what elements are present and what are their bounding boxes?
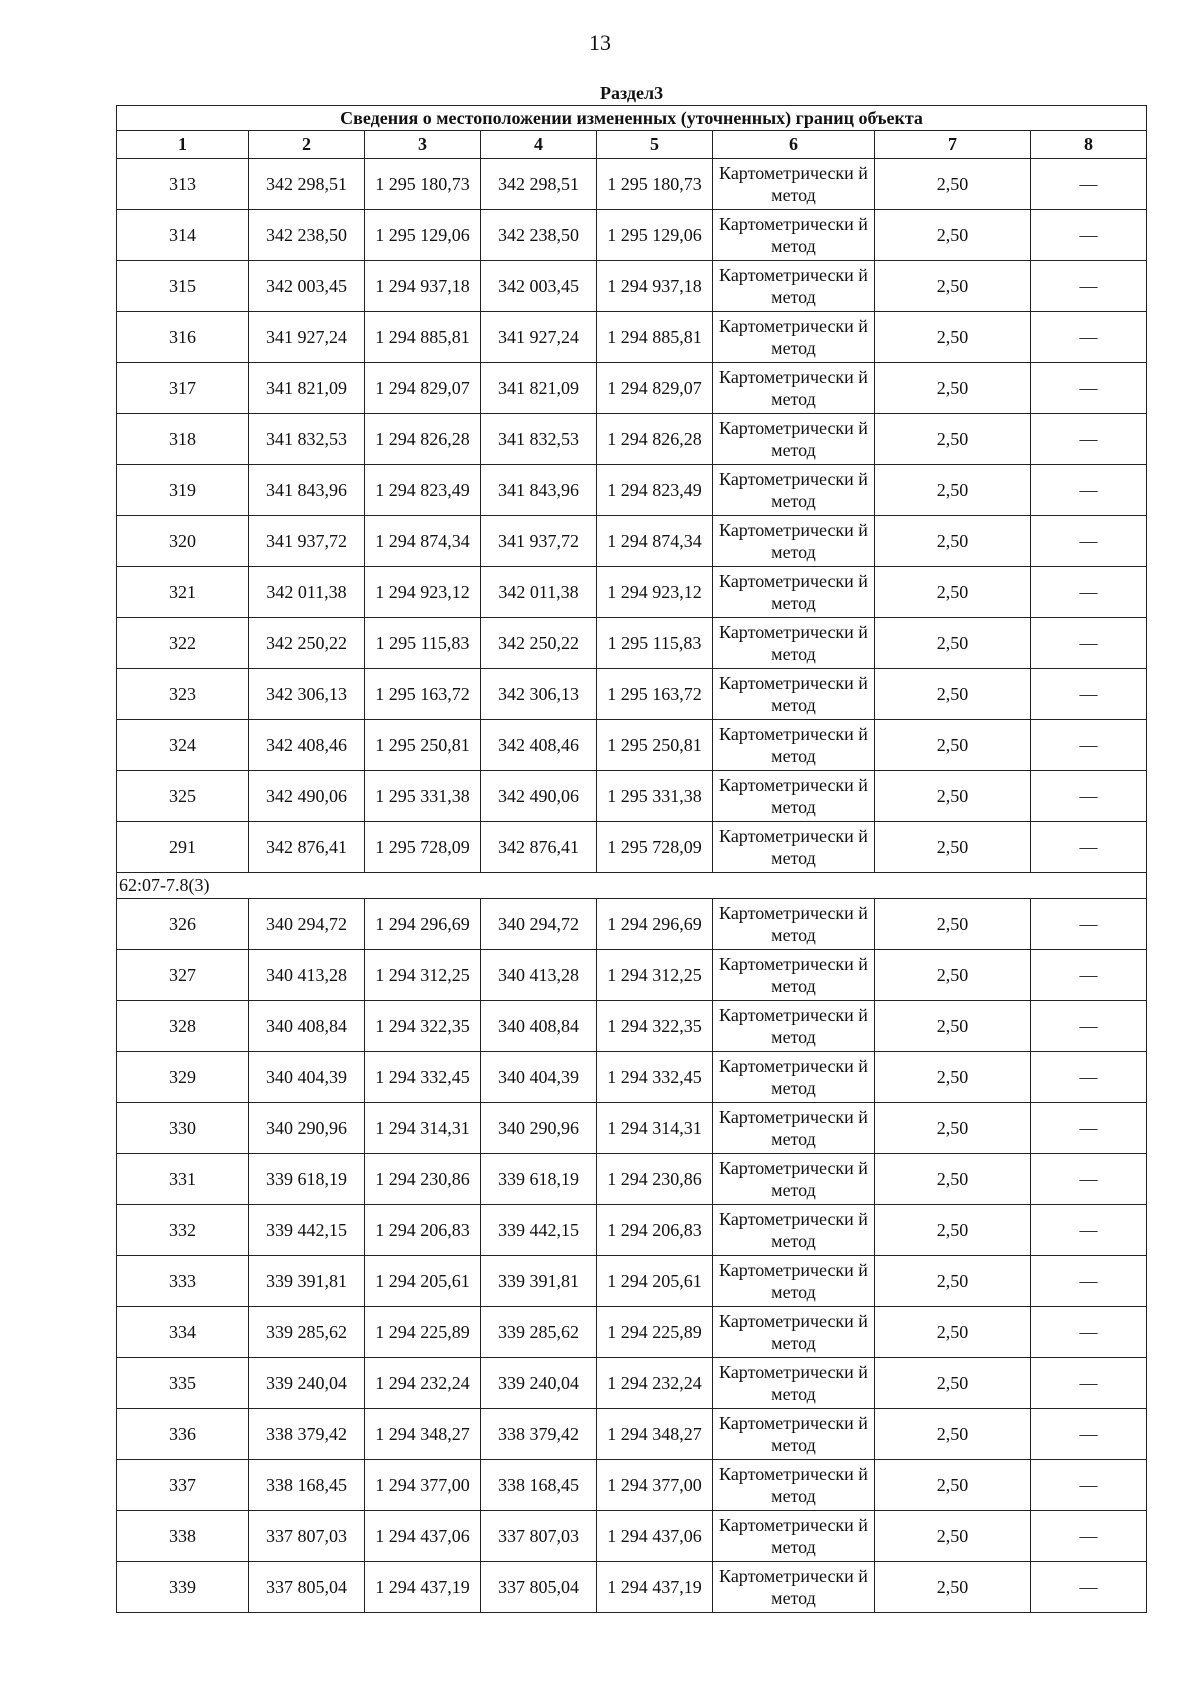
table-row xyxy=(117,312,1147,363)
method-cell: Картометрически й метод xyxy=(713,720,875,771)
accuracy-cell: 2,50 xyxy=(875,618,1031,669)
x-existing-cell: 339 285,62 xyxy=(249,1307,365,1358)
method-cell: Картометрически й метод xyxy=(713,261,875,312)
table-row xyxy=(117,720,1147,771)
x-refined-cell: 342 306,13 xyxy=(481,669,597,720)
x-refined-cell: 342 408,46 xyxy=(481,720,597,771)
x-refined-cell: 341 821,09 xyxy=(481,363,597,414)
point-number-cell: 326 xyxy=(117,899,249,950)
method-cell: Картометрически й метод xyxy=(713,1307,875,1358)
y-refined-cell: 1 294 296,69 xyxy=(597,899,713,950)
method-cell: Картометрически й метод xyxy=(713,1205,875,1256)
x-existing-cell: 340 408,84 xyxy=(249,1001,365,1052)
accuracy-cell: 2,50 xyxy=(875,1154,1031,1205)
description-cell: — xyxy=(1031,1001,1147,1052)
accuracy-cell: 2,50 xyxy=(875,363,1031,414)
x-existing-cell: 341 927,24 xyxy=(249,312,365,363)
method-cell: Картометрически й метод xyxy=(713,465,875,516)
x-refined-cell: 339 391,81 xyxy=(481,1256,597,1307)
point-number-cell: 332 xyxy=(117,1205,249,1256)
x-refined-cell: 340 413,28 xyxy=(481,950,597,1001)
accuracy-cell: 2,50 xyxy=(875,950,1031,1001)
y-refined-cell: 1 295 163,72 xyxy=(597,669,713,720)
description-cell: — xyxy=(1031,1511,1147,1562)
table-row xyxy=(117,261,1147,312)
description-cell: — xyxy=(1031,210,1147,261)
accuracy-cell: 2,50 xyxy=(875,567,1031,618)
method-cell: Картометрически й метод xyxy=(713,1460,875,1511)
method-cell: Картометрически й метод xyxy=(713,1001,875,1052)
y-existing-cell: 1 294 437,06 xyxy=(365,1511,481,1562)
y-refined-cell: 1 294 314,31 xyxy=(597,1103,713,1154)
point-number-cell: 336 xyxy=(117,1409,249,1460)
point-number-cell: 322 xyxy=(117,618,249,669)
description-cell: — xyxy=(1031,1154,1147,1205)
description-cell: — xyxy=(1031,1307,1147,1358)
method-cell: Картометрически й метод xyxy=(713,1052,875,1103)
x-refined-cell: 340 408,84 xyxy=(481,1001,597,1052)
y-refined-cell: 1 295 250,81 xyxy=(597,720,713,771)
table-row xyxy=(117,822,1147,873)
table-row xyxy=(117,1205,1147,1256)
method-cell: Картометрически й метод xyxy=(713,567,875,618)
method-cell: Картометрически й метод xyxy=(713,822,875,873)
x-existing-cell: 342 011,38 xyxy=(249,567,365,618)
y-refined-cell: 1 294 206,83 xyxy=(597,1205,713,1256)
method-cell: Картометрически й метод xyxy=(713,516,875,567)
x-existing-cell: 342 250,22 xyxy=(249,618,365,669)
description-cell: — xyxy=(1031,1256,1147,1307)
y-existing-cell: 1 294 322,35 xyxy=(365,1001,481,1052)
y-existing-cell: 1 294 377,00 xyxy=(365,1460,481,1511)
point-number-cell: 328 xyxy=(117,1001,249,1052)
y-existing-cell: 1 294 332,45 xyxy=(365,1052,481,1103)
accuracy-cell: 2,50 xyxy=(875,1460,1031,1511)
point-number-cell: 323 xyxy=(117,669,249,720)
method-cell: Картометрически й метод xyxy=(713,771,875,822)
y-existing-cell: 1 294 225,89 xyxy=(365,1307,481,1358)
accuracy-cell: 2,50 xyxy=(875,1256,1031,1307)
x-refined-cell: 339 285,62 xyxy=(481,1307,597,1358)
point-number-cell: 320 xyxy=(117,516,249,567)
table-row xyxy=(117,771,1147,822)
x-existing-cell: 342 408,46 xyxy=(249,720,365,771)
column-number: 5 xyxy=(597,131,713,159)
accuracy-cell: 2,50 xyxy=(875,1205,1031,1256)
point-number-cell: 324 xyxy=(117,720,249,771)
x-existing-cell: 341 937,72 xyxy=(249,516,365,567)
point-number-cell: 327 xyxy=(117,950,249,1001)
description-cell: — xyxy=(1031,950,1147,1001)
y-refined-cell: 1 294 437,19 xyxy=(597,1562,713,1613)
x-refined-cell: 342 003,45 xyxy=(481,261,597,312)
point-number-cell: 291 xyxy=(117,822,249,873)
method-cell: Картометрически й метод xyxy=(713,618,875,669)
table-row xyxy=(117,618,1147,669)
accuracy-cell: 2,50 xyxy=(875,159,1031,210)
method-cell: Картометрически й метод xyxy=(713,899,875,950)
y-existing-cell: 1 295 180,73 xyxy=(365,159,481,210)
x-existing-cell: 341 843,96 xyxy=(249,465,365,516)
accuracy-cell: 2,50 xyxy=(875,1409,1031,1460)
method-cell: Картометрически й метод xyxy=(713,1562,875,1613)
x-existing-cell: 340 404,39 xyxy=(249,1052,365,1103)
description-cell: — xyxy=(1031,1562,1147,1613)
table-row xyxy=(117,516,1147,567)
accuracy-cell: 2,50 xyxy=(875,720,1031,771)
y-refined-cell: 1 294 885,81 xyxy=(597,312,713,363)
y-refined-cell: 1 295 129,06 xyxy=(597,210,713,261)
column-number: 1 xyxy=(117,131,249,159)
y-refined-cell: 1 294 322,35 xyxy=(597,1001,713,1052)
group-label: 62:07-7.8(3) xyxy=(117,873,1147,899)
boundary-coordinates-table xyxy=(116,80,1147,1613)
point-number-cell: 316 xyxy=(117,312,249,363)
method-cell: Картометрически й метод xyxy=(713,950,875,1001)
y-refined-cell: 1 295 728,09 xyxy=(597,822,713,873)
y-existing-cell: 1 294 314,31 xyxy=(365,1103,481,1154)
point-number-cell: 330 xyxy=(117,1103,249,1154)
method-cell: Картометрически й метод xyxy=(713,159,875,210)
description-cell: — xyxy=(1031,822,1147,873)
x-refined-cell: 342 298,51 xyxy=(481,159,597,210)
accuracy-cell: 2,50 xyxy=(875,1358,1031,1409)
y-existing-cell: 1 294 937,18 xyxy=(365,261,481,312)
method-cell: Картометрически й метод xyxy=(713,1409,875,1460)
accuracy-cell: 2,50 xyxy=(875,822,1031,873)
accuracy-cell: 2,50 xyxy=(875,899,1031,950)
y-refined-cell: 1 294 437,06 xyxy=(597,1511,713,1562)
x-refined-cell: 339 618,19 xyxy=(481,1154,597,1205)
x-existing-cell: 338 379,42 xyxy=(249,1409,365,1460)
y-existing-cell: 1 294 826,28 xyxy=(365,414,481,465)
section-title: Раздел3 xyxy=(600,82,664,103)
table-row xyxy=(117,1256,1147,1307)
y-refined-cell: 1 294 829,07 xyxy=(597,363,713,414)
x-existing-cell: 340 294,72 xyxy=(249,899,365,950)
y-refined-cell: 1 294 348,27 xyxy=(597,1409,713,1460)
y-existing-cell: 1 294 874,34 xyxy=(365,516,481,567)
description-cell: — xyxy=(1031,261,1147,312)
table-row xyxy=(117,210,1147,261)
description-cell: — xyxy=(1031,771,1147,822)
description-cell: — xyxy=(1031,414,1147,465)
description-cell: — xyxy=(1031,363,1147,414)
y-existing-cell: 1 295 129,06 xyxy=(365,210,481,261)
y-existing-cell: 1 295 250,81 xyxy=(365,720,481,771)
x-existing-cell: 339 618,19 xyxy=(249,1154,365,1205)
column-number-row xyxy=(117,131,1147,159)
column-number: 8 xyxy=(1031,131,1147,159)
y-refined-cell: 1 294 205,61 xyxy=(597,1256,713,1307)
column-number: 3 xyxy=(365,131,481,159)
y-refined-cell: 1 294 937,18 xyxy=(597,261,713,312)
description-cell: — xyxy=(1031,1409,1147,1460)
description-cell: — xyxy=(1031,516,1147,567)
point-number-cell: 337 xyxy=(117,1460,249,1511)
x-existing-cell: 342 876,41 xyxy=(249,822,365,873)
x-existing-cell: 342 298,51 xyxy=(249,159,365,210)
y-refined-cell: 1 295 115,83 xyxy=(597,618,713,669)
x-existing-cell: 340 290,96 xyxy=(249,1103,365,1154)
point-number-cell: 313 xyxy=(117,159,249,210)
y-existing-cell: 1 294 829,07 xyxy=(365,363,481,414)
x-existing-cell: 342 238,50 xyxy=(249,210,365,261)
x-refined-cell: 341 937,72 xyxy=(481,516,597,567)
description-cell: — xyxy=(1031,465,1147,516)
description-cell: — xyxy=(1031,567,1147,618)
description-cell: — xyxy=(1031,1103,1147,1154)
y-existing-cell: 1 295 115,83 xyxy=(365,618,481,669)
x-refined-cell: 338 379,42 xyxy=(481,1409,597,1460)
table-row xyxy=(117,363,1147,414)
table-heading: Сведения о местоположении измененных (уточненных) границ объекта xyxy=(117,106,1147,131)
y-refined-cell: 1 294 312,25 xyxy=(597,950,713,1001)
y-refined-cell: 1 294 332,45 xyxy=(597,1052,713,1103)
table-row xyxy=(117,669,1147,720)
x-refined-cell: 342 238,50 xyxy=(481,210,597,261)
table-row xyxy=(117,1307,1147,1358)
point-number-cell: 318 xyxy=(117,414,249,465)
description-cell: — xyxy=(1031,720,1147,771)
description-cell: — xyxy=(1031,312,1147,363)
point-number-cell: 334 xyxy=(117,1307,249,1358)
x-refined-cell: 342 876,41 xyxy=(481,822,597,873)
accuracy-cell: 2,50 xyxy=(875,1511,1031,1562)
table-row xyxy=(117,1562,1147,1613)
x-existing-cell: 342 306,13 xyxy=(249,669,365,720)
table-row xyxy=(117,414,1147,465)
accuracy-cell: 2,50 xyxy=(875,669,1031,720)
point-number-cell: 335 xyxy=(117,1358,249,1409)
table-row xyxy=(117,159,1147,210)
column-number: 4 xyxy=(481,131,597,159)
x-refined-cell: 342 250,22 xyxy=(481,618,597,669)
accuracy-cell: 2,50 xyxy=(875,771,1031,822)
y-existing-cell: 1 295 163,72 xyxy=(365,669,481,720)
table-row xyxy=(117,1460,1147,1511)
point-number-cell: 331 xyxy=(117,1154,249,1205)
y-refined-cell: 1 294 826,28 xyxy=(597,414,713,465)
method-cell: Картометрически й метод xyxy=(713,414,875,465)
y-refined-cell: 1 295 331,38 xyxy=(597,771,713,822)
x-refined-cell: 340 404,39 xyxy=(481,1052,597,1103)
table-body xyxy=(117,159,1147,1613)
method-cell: Картометрически й метод xyxy=(713,1358,875,1409)
y-refined-cell: 1 294 874,34 xyxy=(597,516,713,567)
x-existing-cell: 339 240,04 xyxy=(249,1358,365,1409)
x-refined-cell: 340 290,96 xyxy=(481,1103,597,1154)
table-row xyxy=(117,465,1147,516)
x-existing-cell: 341 821,09 xyxy=(249,363,365,414)
table-row xyxy=(117,567,1147,618)
method-cell: Картометрически й метод xyxy=(713,1103,875,1154)
accuracy-cell: 2,50 xyxy=(875,465,1031,516)
x-refined-cell: 341 832,53 xyxy=(481,414,597,465)
x-refined-cell: 342 490,06 xyxy=(481,771,597,822)
method-cell: Картометрически й метод xyxy=(713,669,875,720)
y-existing-cell: 1 294 885,81 xyxy=(365,312,481,363)
point-number-cell: 339 xyxy=(117,1562,249,1613)
point-number-cell: 329 xyxy=(117,1052,249,1103)
y-existing-cell: 1 294 923,12 xyxy=(365,567,481,618)
y-existing-cell: 1 294 296,69 xyxy=(365,899,481,950)
column-number: 2 xyxy=(249,131,365,159)
table-row xyxy=(117,1103,1147,1154)
point-number-cell: 317 xyxy=(117,363,249,414)
y-existing-cell: 1 294 206,83 xyxy=(365,1205,481,1256)
point-number-cell: 315 xyxy=(117,261,249,312)
y-existing-cell: 1 294 823,49 xyxy=(365,465,481,516)
accuracy-cell: 2,50 xyxy=(875,1052,1031,1103)
y-refined-cell: 1 294 923,12 xyxy=(597,567,713,618)
y-refined-cell: 1 294 232,24 xyxy=(597,1358,713,1409)
method-cell: Картометрически й метод xyxy=(713,1511,875,1562)
method-cell: Картометрически й метод xyxy=(713,1154,875,1205)
accuracy-cell: 2,50 xyxy=(875,1103,1031,1154)
description-cell: — xyxy=(1031,1052,1147,1103)
accuracy-cell: 2,50 xyxy=(875,210,1031,261)
y-existing-cell: 1 294 232,24 xyxy=(365,1358,481,1409)
x-existing-cell: 341 832,53 xyxy=(249,414,365,465)
point-number-cell: 338 xyxy=(117,1511,249,1562)
x-refined-cell: 340 294,72 xyxy=(481,899,597,950)
table-row xyxy=(117,1511,1147,1562)
y-refined-cell: 1 295 180,73 xyxy=(597,159,713,210)
x-existing-cell: 338 168,45 xyxy=(249,1460,365,1511)
x-refined-cell: 339 240,04 xyxy=(481,1358,597,1409)
accuracy-cell: 2,50 xyxy=(875,1562,1031,1613)
description-cell: — xyxy=(1031,159,1147,210)
x-refined-cell: 339 442,15 xyxy=(481,1205,597,1256)
table-row xyxy=(117,1001,1147,1052)
page-number: 13 xyxy=(589,30,611,55)
accuracy-cell: 2,50 xyxy=(875,312,1031,363)
y-existing-cell: 1 294 230,86 xyxy=(365,1154,481,1205)
x-existing-cell: 337 805,04 xyxy=(249,1562,365,1613)
y-existing-cell: 1 294 437,19 xyxy=(365,1562,481,1613)
x-refined-cell: 337 807,03 xyxy=(481,1511,597,1562)
column-number: 7 xyxy=(875,131,1031,159)
table-row xyxy=(117,1052,1147,1103)
x-existing-cell: 339 391,81 xyxy=(249,1256,365,1307)
x-refined-cell: 342 011,38 xyxy=(481,567,597,618)
y-refined-cell: 1 294 377,00 xyxy=(597,1460,713,1511)
table-row xyxy=(117,1358,1147,1409)
point-number-cell: 321 xyxy=(117,567,249,618)
point-number-cell: 325 xyxy=(117,771,249,822)
y-refined-cell: 1 294 230,86 xyxy=(597,1154,713,1205)
x-existing-cell: 339 442,15 xyxy=(249,1205,365,1256)
y-existing-cell: 1 295 331,38 xyxy=(365,771,481,822)
y-existing-cell: 1 294 205,61 xyxy=(365,1256,481,1307)
method-cell: Картометрически й метод xyxy=(713,363,875,414)
table-row xyxy=(117,899,1147,950)
x-existing-cell: 340 413,28 xyxy=(249,950,365,1001)
method-cell: Картометрически й метод xyxy=(713,210,875,261)
method-cell: Картометрически й метод xyxy=(713,312,875,363)
point-number-cell: 314 xyxy=(117,210,249,261)
description-cell: — xyxy=(1031,1460,1147,1511)
table-row xyxy=(117,1409,1147,1460)
description-cell: — xyxy=(1031,1205,1147,1256)
x-refined-cell: 341 927,24 xyxy=(481,312,597,363)
description-cell: — xyxy=(1031,669,1147,720)
table-row xyxy=(117,950,1147,1001)
y-existing-cell: 1 295 728,09 xyxy=(365,822,481,873)
description-cell: — xyxy=(1031,618,1147,669)
y-existing-cell: 1 294 312,25 xyxy=(365,950,481,1001)
x-refined-cell: 337 805,04 xyxy=(481,1562,597,1613)
y-refined-cell: 1 294 225,89 xyxy=(597,1307,713,1358)
point-number-cell: 319 xyxy=(117,465,249,516)
point-number-cell: 333 xyxy=(117,1256,249,1307)
table-row xyxy=(117,1154,1147,1205)
x-refined-cell: 341 843,96 xyxy=(481,465,597,516)
x-refined-cell: 338 168,45 xyxy=(481,1460,597,1511)
description-cell: — xyxy=(1031,1358,1147,1409)
x-existing-cell: 342 490,06 xyxy=(249,771,365,822)
group-label-row xyxy=(117,873,1147,899)
column-number: 6 xyxy=(713,131,875,159)
y-refined-cell: 1 294 823,49 xyxy=(597,465,713,516)
x-existing-cell: 342 003,45 xyxy=(249,261,365,312)
accuracy-cell: 2,50 xyxy=(875,516,1031,567)
accuracy-cell: 2,50 xyxy=(875,414,1031,465)
x-existing-cell: 337 807,03 xyxy=(249,1511,365,1562)
description-cell: — xyxy=(1031,899,1147,950)
y-existing-cell: 1 294 348,27 xyxy=(365,1409,481,1460)
accuracy-cell: 2,50 xyxy=(875,1307,1031,1358)
accuracy-cell: 2,50 xyxy=(875,261,1031,312)
accuracy-cell: 2,50 xyxy=(875,1001,1031,1052)
method-cell: Картометрически й метод xyxy=(713,1256,875,1307)
